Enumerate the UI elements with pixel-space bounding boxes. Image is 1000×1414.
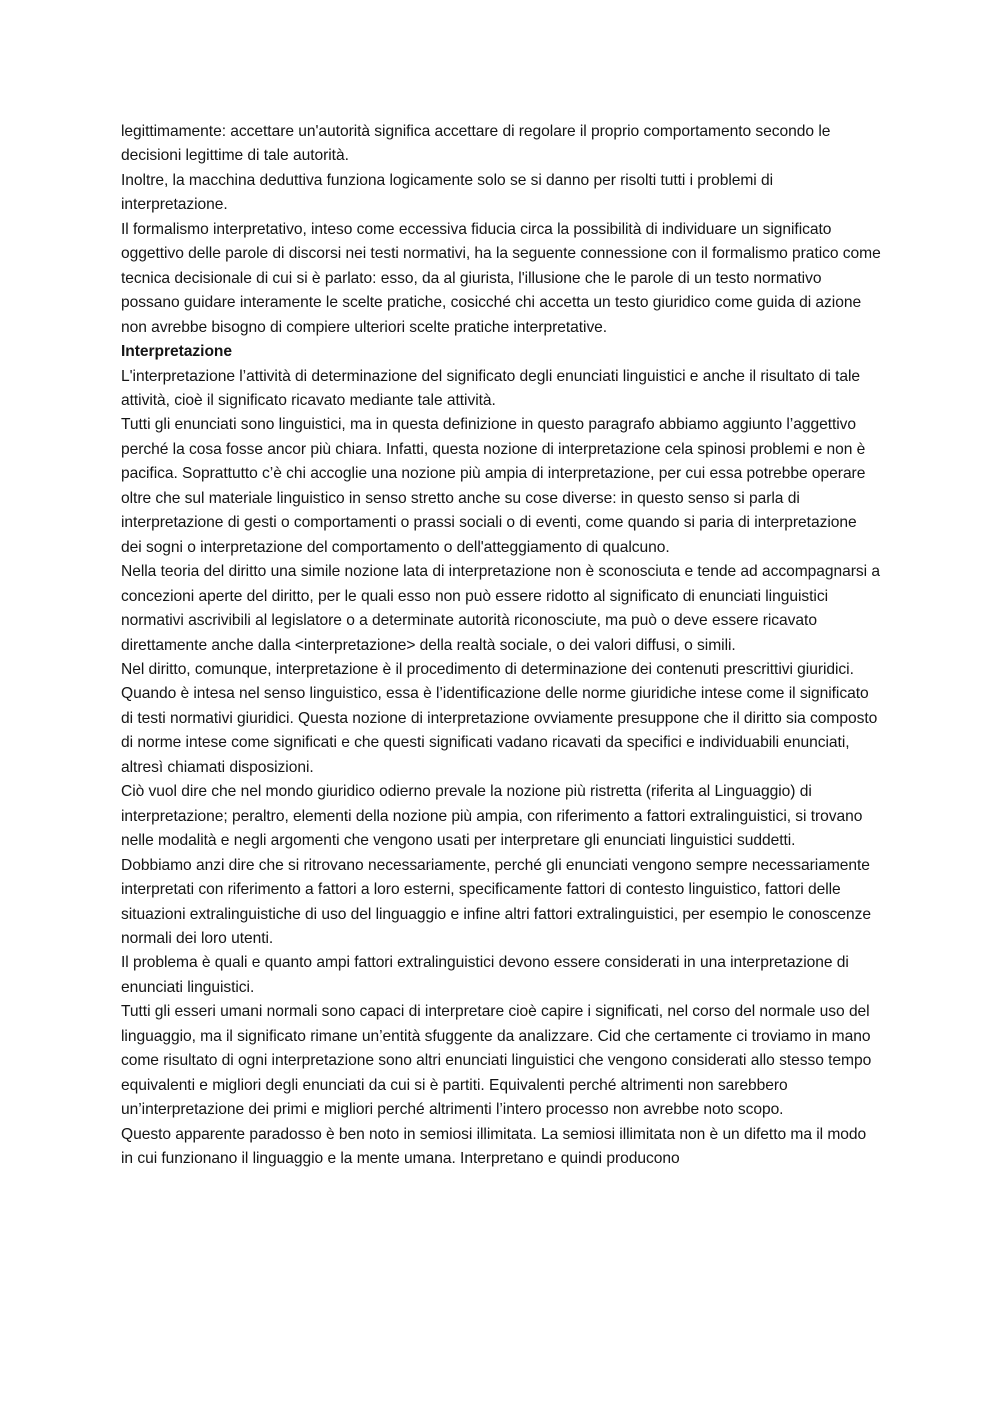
paragraph-esseri-umani: Tutti gli esseri umani normali sono capaci di interpretare cioè capire i significati, nel corso del normale uso del linguaggio, ma il significato rimane un’entità sfuggente da analizzare. Cid che certamente ci troviamo in mano come risultato di ogni interpretazione sono altri enunciati linguistici che vengono considerati allo stesso tempo equivalenti e migliori degli enunciati da cui si è partiti. Equivalenti perché altrimenti non sarebbero un’interpretazione dei primi e migliori perché altrimenti l’intero processo non avrebbe noto scopo. xyxy=(121,1003,872,1119)
document-page xyxy=(121,120,881,1171)
paragraph-enunciati-linguistici: Tutti gli enunciati sono linguistici, ma in questa definizione in questo paragrafo abbiamo aggiunto l’aggettivo perché la cosa fosse ancor più chiara. Infatti, questa nozione di interpretazione cela spinosi problemi e non è pacifica. Soprattutto c’è chi accoglie una nozione più ampia di interpretazione, per cui essa potrebbe operare oltre che sul materiale linguistico in senso stretto anche su cose diverse: in questo senso si parla di interpretazione di gesti o comportamenti o prassi sociali o di eventi, come quando si paria di interpretazione dei sogni o interpretazione del comportamento o dell'atteggiamento di qualcuno. xyxy=(121,416,866,556)
paragraph-formalismo-interpretativo: Il formalismo interpretativo, inteso come eccessiva fiducia circa la possibilità di individuare un significato oggettivo delle parole di discorsi nei testi normativi, ha la seguente connessione con il formalismo pratico come tecnica decisionale di cui si è parlato: esso, da al giurista, l'illusione che le parole di un testo normativo possano guidare interamente le scelte pratiche, cosicché chi accetta un testo giuridico come guida di azione non avrebbe bisogno di compiere ulteriori scelte pratiche interpretative. xyxy=(121,220,881,336)
paragraph-definizione-interpretazione: L'interpretazione l’attività di determinazione del significato degli enunciati linguistici e anche il risultato di tale attività, cioè il significato ricavato mediante tale attività. xyxy=(121,367,861,409)
paragraph-macchina-deduttiva: Inoltre, la macchina deduttiva funziona logicamente solo se si danno per risolti tutti i problemi di interpretazione. xyxy=(121,171,774,214)
paragraph-mondo-giuridico: Ciò vuol dire che nel mondo giuridico odierno prevale la nozione più ristretta (riferita al Linguaggio) di interpretazione; peraltro, elementi della nozione più ampia, con riferimento a fattori extralinguistici, si trovano nelle modalità e negli argomenti che vengono usati per interpretare gli enunciati linguistici suddetti. xyxy=(121,783,863,850)
paragraph-teoria-del-diritto: Nella teoria del diritto una simile nozione lata di interpretazione non è sconosciuta e tende ad accompagnarsi a concezioni aperte del diritto, per le quali esso non può essere ridotto al significato di enunciati linguistici normativi ascrivibili al legislatore o a determinate autorità riconosciute, ma può o deve essere ricavato direttamente anche dalla <interpretazione> della realtà sociale, o dei valori diffusi, o simili. xyxy=(121,563,880,654)
section-heading-interpretazione: Interpretazione xyxy=(121,343,233,361)
paragraph-legittimamente: legittimamente: accettare un'autorità significa accettare di regolare il proprio comportamento secondo le decisioni legittime di tale autorità. xyxy=(121,123,831,165)
paragraph-fattori-esterni: Dobbiamo anzi dire che si ritrovano necessariamente, perché gli enunciati vengono sempre necessariamente interpretati con riferimento a fattori a loro esterni, specificamente fattori di contesto linguistico, fattori delle situazioni extralinguistiche di uso del linguaggio e infine altri fattori extralinguistici, per esempio le conoscenze normali dei loro utenti. xyxy=(121,856,871,947)
paragraph-nel-diritto: Nel diritto, comunque, interpretazione è il procedimento di determinazione dei contenuti prescrittivi giuridici. Quando è intesa nel senso linguistico, essa è l’identificazione delle norme giuridiche intese come il significato di testi normativi giuridici. Questa nozione di interpretazione ovviamente presuppone che il diritto sia composto di norme intese come significati e che questi significati vadano ricavati da specifici e individuabili enunciati, altresì chiamati disposizioni. xyxy=(121,660,878,776)
paragraph-il-problema: Il problema è quali e quanto ampi fattori extralinguistici devono essere considerati in una interpretazione di enunciati linguistici. xyxy=(121,954,849,996)
paragraph-semiosi-illimitata: Questo apparente paradosso è ben noto in semiosi illimitata. La semiosi illimitata non è un difetto ma il modo in cui funzionano il linguaggio e la mente umana. Interpretano e quindi producono xyxy=(121,1125,867,1168)
